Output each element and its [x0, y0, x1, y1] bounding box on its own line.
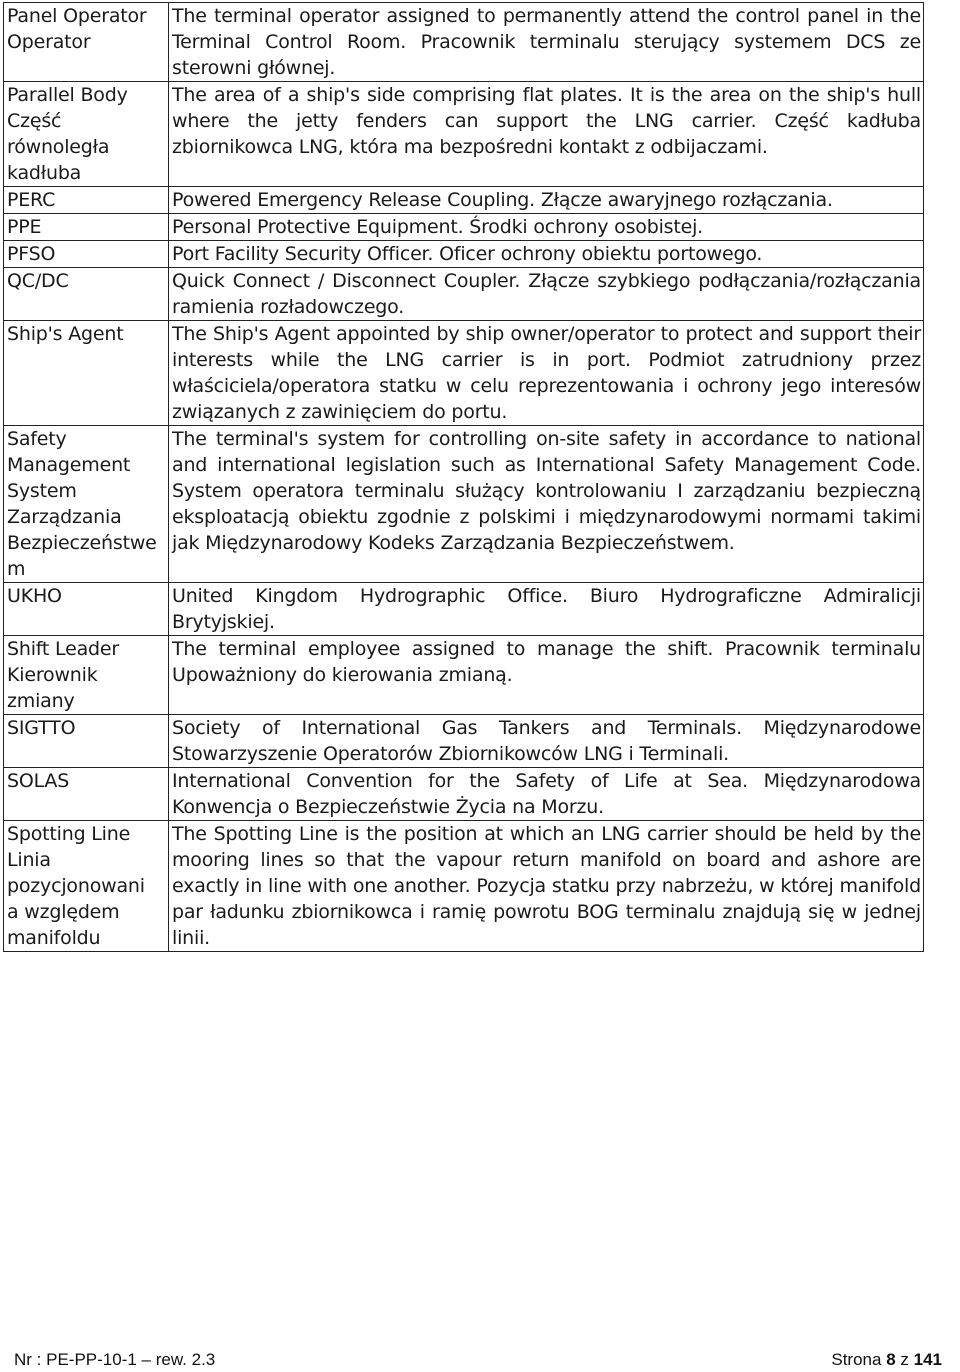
glossary-row — [4, 583, 924, 636]
glossary-term: Spotting Line Linia pozycjonowani a względem manifoldu — [4, 821, 169, 952]
glossary-term: PFSO — [4, 241, 169, 268]
glossary-definition: The terminal operator assigned to permanently attend the control panel in the Terminal Control Room. Pracownik terminalu sterujący systemem DCS ze sterowni głównej. — [169, 3, 924, 82]
glossary-definition: The Ship's Agent appointed by ship owner/operator to protect and support their interests while the LNG carrier is in port. Podmiot zatrudniony przez właściciela/operatora statku w celu reprezentowania i ochrony jego interesów związanych z zawinięciem do portu. — [169, 321, 924, 426]
glossary-definition: The terminal employee assigned to manage the shift. Pracownik terminalu Upoważniony do kierowania zmianą. — [169, 636, 924, 715]
glossary-term: SOLAS — [4, 768, 169, 821]
glossary-definition: Society of International Gas Tankers and Terminals. Międzynarodowe Stowarzyszenie Operatorów Zbiornikowców LNG i Terminali. — [169, 715, 924, 768]
glossary-definition: The area of a ship's side comprising flat plates. It is the area on the ship's hull where the jetty fenders can support the LNG carrier. Część kadłuba zbiornikowca LNG, która ma bezpośredni kontakt z odbijaczami. — [169, 82, 924, 187]
glossary-row — [4, 82, 924, 187]
glossary-row — [4, 214, 924, 241]
glossary-row — [4, 821, 924, 952]
glossary-term: QC/DC — [4, 268, 169, 321]
glossary-term: Parallel Body Część równoległa kadłuba — [4, 82, 169, 187]
page-total: 141 — [913, 1350, 942, 1369]
glossary-row — [4, 187, 924, 214]
glossary-table — [3, 2, 924, 952]
glossary-row — [4, 636, 924, 715]
glossary-term: PPE — [4, 214, 169, 241]
page-current: 8 — [886, 1350, 896, 1369]
glossary-row — [4, 241, 924, 268]
glossary-row — [4, 426, 924, 583]
glossary-definition: Port Facility Security Officer. Oficer ochrony obiektu portowego. — [169, 241, 924, 268]
page-label: Strona — [831, 1350, 882, 1369]
glossary-row — [4, 768, 924, 821]
glossary-definition: International Convention for the Safety of Life at Sea. Międzynarodowa Konwencja o Bezpieczeństwie Życia na Morzu. — [169, 768, 924, 821]
glossary-body — [4, 3, 924, 952]
glossary-row — [4, 268, 924, 321]
glossary-definition: United Kingdom Hydrographic Office. Biuro Hydrograficzne Admiralicji Brytyjskiej. — [169, 583, 924, 636]
glossary-term: Safety Management System Zarządzania Bezpieczeństwe m — [4, 426, 169, 583]
glossary-definition: The terminal's system for controlling on-site safety in accordance to national and international legislation such as International Safety Management Code. System operatora terminalu służący kontrolowaniu I zarządzaniu bezpieczną eksploatacją obiektu zgodnie z polskimi i międzynarodowymi normami takimi jak Międzynarodowy Kodeks Zarządzania Bezpieczeństwem. — [169, 426, 924, 583]
document-reference: Nr : PE-PP-10-1 – rew. 2.3 — [14, 1350, 216, 1369]
glossary-term: Shift Leader Kierownik zmiany — [4, 636, 169, 715]
glossary-term: Panel Operator Operator — [4, 3, 169, 82]
glossary-term: SIGTTO — [4, 715, 169, 768]
glossary-term: PERC — [4, 187, 169, 214]
page-separator: z — [900, 1350, 909, 1369]
glossary-term: Ship's Agent — [4, 321, 169, 426]
glossary-definition: Quick Connect / Disconnect Coupler. Złącze szybkiego podłączania/rozłączania ramienia rozładowczego. — [169, 268, 924, 321]
glossary-row — [4, 3, 924, 82]
glossary-definition: The Spotting Line is the position at which an LNG carrier should be held by the mooring lines so that the vapour return manifold on board and ashore are exactly in line with one another. Pozycja statku przy nabrzeżu, w której manifold par ładunku zbiornikowca i ramię powrotu BOG terminalu znajdują się w jednej linii. — [169, 821, 924, 952]
page-number — [831, 1350, 942, 1370]
glossary-definition: Powered Emergency Release Coupling. Złącze awaryjnego rozłączania. — [169, 187, 924, 214]
glossary-term: UKHO — [4, 583, 169, 636]
glossary-row — [4, 715, 924, 768]
glossary-row — [4, 321, 924, 426]
glossary-definition: Personal Protective Equipment. Środki ochrony osobistej. — [169, 214, 924, 241]
